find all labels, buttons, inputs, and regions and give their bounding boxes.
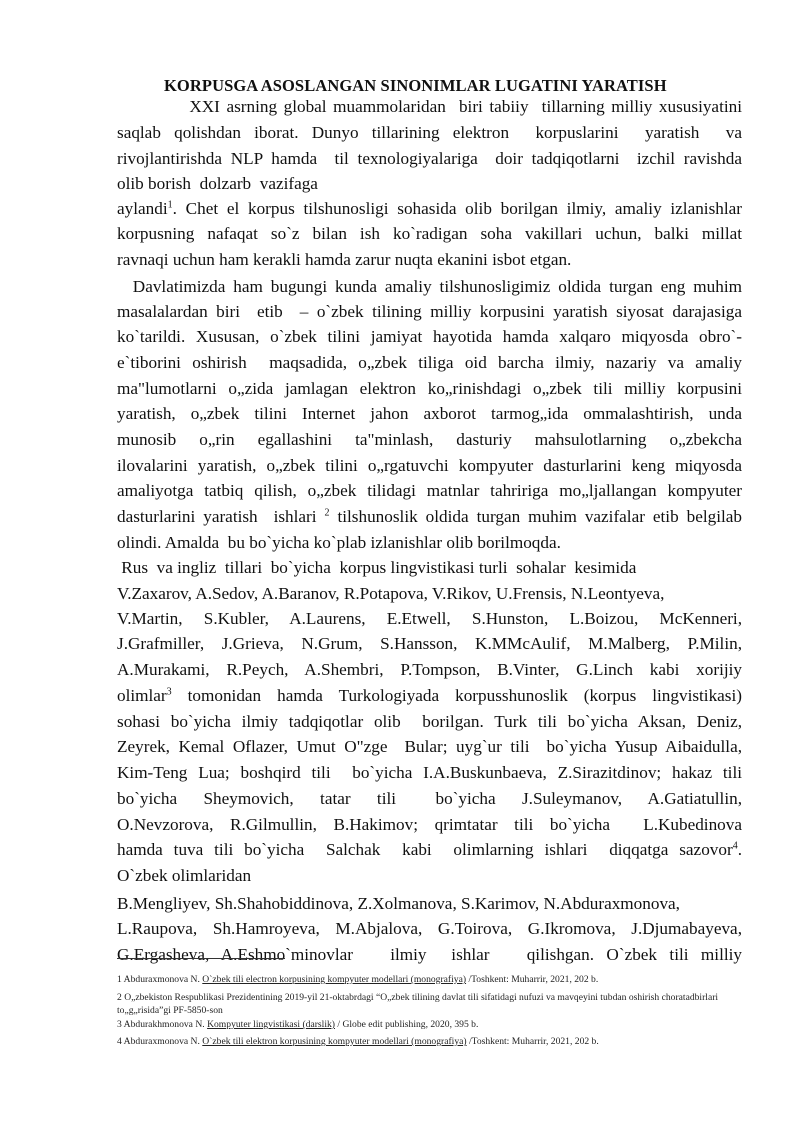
line-text: A.Murakami, R.Peych, A.Shembri, P.Tompson, B.Vinter, G.Linch kabi xorijiy	[117, 660, 742, 679]
line-text: Rus va ingliz tillari bo`yicha korpus lingvistikasi turli sohalar kesimida	[117, 558, 637, 577]
line-text: L.Raupova, Sh.Hamroyeva, M.Abjalova, G.Toirova, G.Ikromova, J.Djumabayeva,	[117, 919, 742, 938]
paragraph-line	[117, 481, 742, 501]
footnote-text: 1 Abduraxmonova N.	[117, 974, 203, 985]
paragraph-line	[117, 174, 742, 194]
line-text: hamda tuva tili bo`yicha Salchak kabi olimlarning ishlari diqqatga sazovor	[117, 840, 733, 859]
line-text-tail: tilshunoslik oldida turgan muhim vazifalar etib belgilab	[329, 507, 742, 526]
paragraph-line	[117, 123, 742, 143]
line-text: amaliyotga tatbiq qilish, o„zbek tilidagi matnlar tahririga mo„ljallangan kompyuter	[117, 481, 742, 500]
paragraph-line	[117, 353, 742, 373]
paragraph-line	[117, 945, 742, 965]
paragraph-line	[117, 507, 742, 527]
line-text: munosib o„rin egallashini ta"minlash, dasturiy mahsulotlarning o„zbekcha	[117, 430, 742, 449]
line-text: XXI asrning global muammolaridan biri tabiiy tillarning milliy xususiyatini	[117, 97, 742, 116]
footnote-separator	[117, 958, 285, 959]
line-text: ravnaqi uchun ham kerakli hamda zarur nuqta ekanini isbot etgan.	[117, 250, 572, 269]
paragraph-line	[117, 712, 742, 732]
line-text: O`zbek olimlaridan	[117, 866, 252, 885]
footnote-item	[117, 973, 743, 986]
paragraph-line	[117, 634, 742, 654]
paragraph-line	[117, 737, 742, 757]
line-text: sohasi bo`yicha ilmiy tadqiqotlar olib borilgan. Turk tili bo`yicha Aksan, Deniz,	[117, 712, 742, 731]
line-text: aylandi	[117, 199, 168, 218]
footnote-ref: 2	[324, 507, 330, 519]
line-text: B.Mengliyev, Sh.Shahobiddinova, Z.Xolmanova, S.Karimov, N.Abduraxmonova,	[117, 894, 680, 913]
line-text-tail: . Chet el korpus tilshunosligi sohasida olib borilgan ilmiy, amaliy izlanishlar	[172, 199, 742, 218]
line-text: V.Zaxarov, A.Sedov, A.Baranov, R.Potapova, V.Rikov, U.Frensis, N.Leontyeva,	[117, 584, 665, 603]
paragraph-line	[117, 919, 742, 939]
line-text: ilovalarini yaratish, o„zbek tilini o„rgatuvchi kompyuter dasturlarini keng miqyosda	[117, 456, 742, 475]
paragraph-line	[117, 609, 742, 629]
paragraph-line	[117, 763, 742, 783]
paragraph-line	[117, 815, 742, 835]
paragraph-line	[117, 866, 742, 886]
line-text: olindi. Amalda bu bo`yicha ko`plab izlanishlar olib borilmoqda.	[117, 533, 561, 552]
paragraph-line	[117, 199, 742, 219]
line-text: Zeyrek, Kemal Oflazer, Umut O"zge Bular; uyg`ur tili bo`yicha Yusup Aibaidulla,	[117, 737, 742, 756]
footnote-item	[117, 1035, 637, 1048]
footnote-ref: 3	[166, 686, 172, 698]
paragraph-line	[117, 327, 742, 347]
footnote-publisher: /Toshkent: Muharrir, 2021, 202 b.	[466, 974, 599, 985]
line-text: olimlar	[117, 686, 167, 705]
footnote-source-title: O`zbek tili electron korpusining kompyuter modellari (monografiya)	[202, 974, 467, 985]
line-text: Kim-Teng Lua; boshqird tili bo`yicha I.A.Buskunbaeva, Z.Sirazitdinov; hakaz tili	[117, 763, 742, 782]
footnote-publisher: / Globe edit publishing, 2020, 395 b.	[334, 1019, 479, 1030]
line-text-tail: tomonidan hamda Turkologiyada korpusshunoslik (korpus lingvistikasi)	[171, 686, 742, 705]
paragraph-line	[117, 456, 742, 476]
footnote-item	[117, 991, 743, 1017]
paragraph-line	[117, 533, 742, 553]
paragraph-line	[117, 894, 742, 914]
line-text: J.Grafmiller, J.Grieva, N.Grum, S.Hansson, K.MMcAulif, M.Malberg, P.Milin,	[117, 634, 742, 653]
line-text: ma"lumotlarni o„zida jamlagan elektron ko„rinishdagi o„zbek tili milliy korpusini	[117, 379, 742, 398]
line-text: V.Martin, S.Kubler, A.Laurens, E.Etwell, S.Hunston, L.Boizou, McKenneri,	[117, 609, 742, 628]
paragraph-line	[117, 660, 742, 680]
paragraph-line	[117, 558, 742, 578]
line-text: saqlab qolishdan iborat. Dunyo tillarining elektron korpuslarini yaratish va	[117, 123, 742, 142]
paragraph-line	[117, 840, 742, 860]
line-text: bo`yicha Sheymovich, tatar tili bo`yicha J.Suleymanov, A.Gatiatullin,	[117, 789, 742, 808]
paragraph-line	[117, 686, 742, 706]
footnote-ref: 1	[167, 199, 173, 211]
line-text: olib borish dolzarb vazifaga	[117, 174, 318, 193]
footnote-source-title: Kompyuter lingvistikasi (darslik)	[207, 1019, 335, 1030]
footnote-text: 4 Abduraxmonova N.	[117, 1036, 203, 1047]
paragraph-line	[117, 302, 742, 322]
paragraph-line	[117, 584, 742, 604]
paragraph-line	[117, 224, 742, 244]
line-text: O.Nevzorova, R.Gilmullin, B.Hakimov; qrimtatar tili bo`yicha L.Kubedinova	[117, 815, 742, 834]
paragraph-line	[117, 789, 742, 809]
line-text: rivojlantirishda NLP hamda til texnologiyalariga doir tadqiqotlarni izchil ravishda	[117, 149, 742, 168]
footnote-source-title: O`zbek tili elektron korpusining kompyuter modellari (monografiya)	[202, 1036, 467, 1047]
line-text: ko`tarildi. Xususan, o`zbek tilini jamiyat hayotida hamda xalqaro miqyosda obro`-	[117, 327, 742, 346]
line-text-tail: .	[737, 840, 742, 859]
paragraph-line	[117, 404, 742, 424]
footnote-item	[117, 1018, 743, 1031]
line-text: yaratish, o„zbek tilini Internet jahon axborot tarmog„ida ommalashtirish, unda	[117, 404, 742, 423]
footnote-ref: 4	[732, 840, 738, 852]
paragraph-line	[117, 97, 742, 117]
footnote-publisher: /Toshkent: Muharrir, 2021, 202 b.	[466, 1036, 599, 1047]
line-text: e`tiborini oshirish maqsadida, o„zbek tiliga oid barcha ilmiy, nazariy va amaliy	[117, 353, 742, 372]
paragraph-line	[117, 277, 742, 297]
line-text: Davlatimizda ham bugungi kunda amaliy tilshunosligimiz oldida turgan eng muhim	[117, 277, 742, 296]
footnote-text: 3 Abdurakhmonova N.	[117, 1019, 208, 1030]
paragraph-line	[117, 250, 742, 270]
line-text: korpusning nafaqat so`z bilan ish ko`radigan soha vakillari uchun, balki millat	[117, 224, 742, 243]
paragraph-line	[117, 149, 742, 169]
document-title: KORPUSGA ASOSLANGAN SINONIMLAR LUGATINI YARATISH	[164, 76, 667, 95]
line-text: masalalardan biri etib – o`zbek tilining milliy korpusini yaratish siyosat darajasiga	[117, 302, 742, 321]
line-text: dasturlarini yaratish ishlari	[117, 507, 325, 526]
footnote-text: 2 O„zbekiston Respublikasi Prezidentining 2019-yil 21-oktabrdagi “O„zbek tilining davlat tili sifatidagi nufuzi va mavqeyini tubdan oshirish choratadbirlari to„g„risida”gi PF-5850-son	[117, 992, 719, 1016]
paragraph-line	[117, 379, 742, 399]
paragraph-line	[117, 430, 742, 450]
line-text: G.Ergasheva, A.Eshmo`minovlar ilmiy ishlar qilishgan. O`zbek tili milliy	[117, 945, 742, 964]
